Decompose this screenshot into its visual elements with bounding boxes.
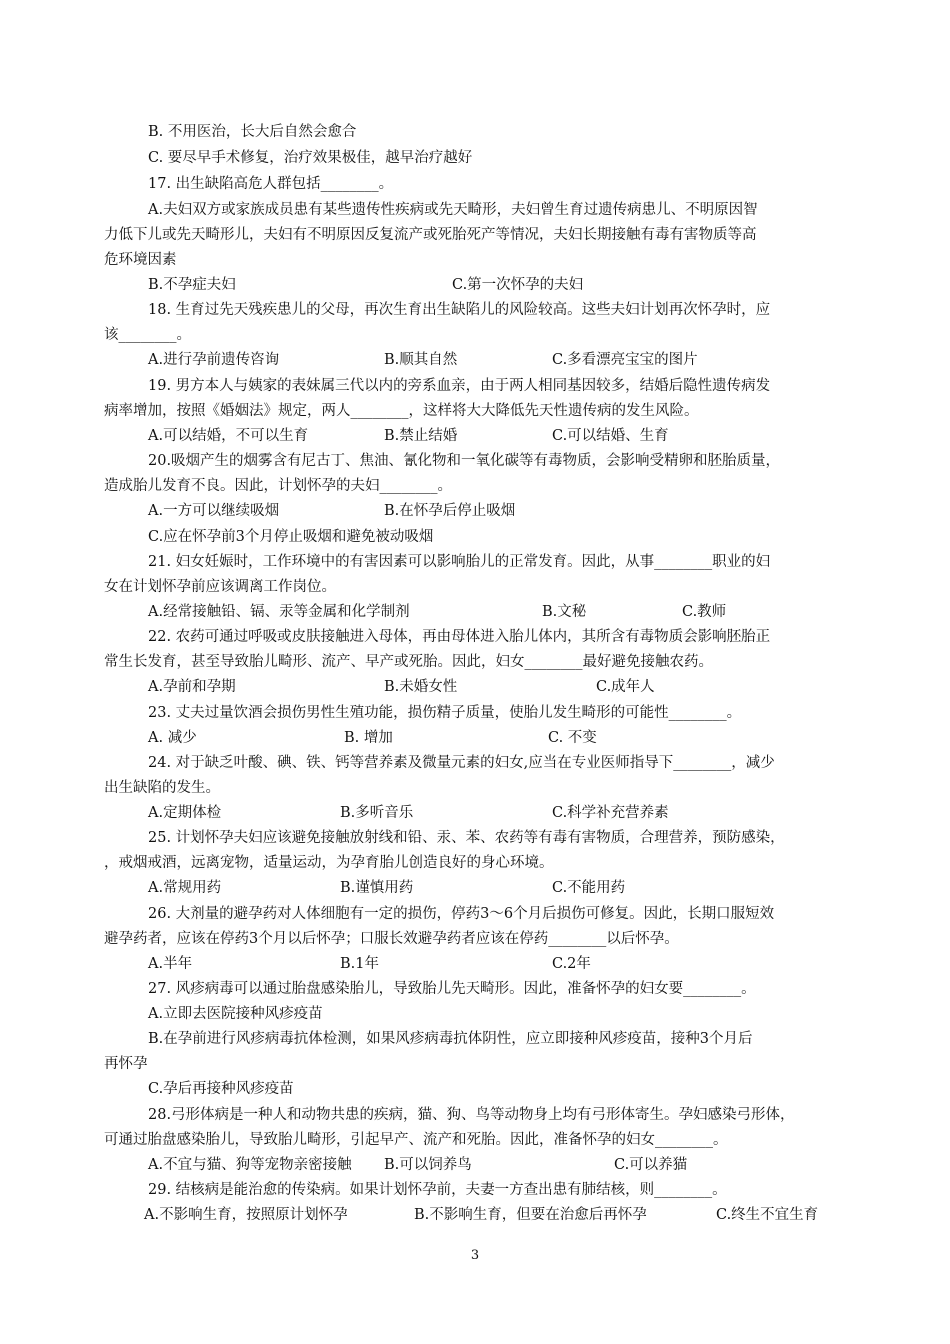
- question-23: 23. 丈夫过量饮酒会损伤男性生殖功能，损伤精子质量，使胎儿发生畸形的可能性________。: [148, 705, 742, 721]
- option: B.未婚女性: [384, 679, 458, 695]
- text-line: 造成胎儿发育不良。因此，计划怀孕的夫妇________。: [104, 478, 452, 494]
- question-28: 28.弓形体病是一种人和动物共患的疾病，猫、狗、鸟等动物身上均有弓形体寄生。孕妇感染弓形体，: [148, 1107, 795, 1123]
- option: A.一方可以继续吸烟: [148, 503, 280, 519]
- question-27: 27. 风疹病毒可以通过胎盘感染胎儿，导致胎儿先天畸形。因此，准备怀孕的妇女要________。: [148, 981, 756, 997]
- option: B.谨慎用药: [340, 880, 414, 896]
- option: B. 增加: [344, 730, 393, 746]
- option: C.终生不宜生育: [716, 1207, 819, 1223]
- question-26: 26. 大剂量的避孕药对人体细胞有一定的损伤，停药3～6个月后损伤可修复。因此，长期口服短效: [148, 906, 775, 922]
- text-line: 常生长发育，甚至导致胎儿畸形、流产、早产或死胎。因此，妇女________最好避免接触农药。: [104, 654, 713, 670]
- option: A.孕前和孕期: [148, 679, 236, 695]
- question-17: 17. 出生缺陷高危人群包括________。: [148, 176, 394, 192]
- question-20: 20.吸烟产生的烟雾含有尼古丁、焦油、氰化物和一氧化碳等有毒物质，会影响受精卵和胚胎质量，: [148, 453, 781, 469]
- text-line: ，戒烟戒酒，远离宠物，适量运动，为孕育胎儿创造良好的身心环境。: [104, 855, 554, 871]
- option: C.可以结婚、生育: [552, 428, 669, 444]
- option: B.不影响生育，但要在治愈后再怀孕: [414, 1207, 647, 1223]
- option: C.成年人: [596, 679, 655, 695]
- option: C. 不变: [548, 730, 597, 746]
- text-line: 出生缺陷的发生。: [104, 780, 220, 796]
- text-line: 危环境因素: [104, 252, 177, 268]
- text-line: 可通过胎盘感染胎儿，导致胎儿畸形，引起早产、流产和死胎。因此，准备怀孕的妇女________。: [104, 1132, 728, 1148]
- text-line: 该________。: [104, 327, 191, 343]
- question-19: 19. 男方本人与姨家的表妹属三代以内的旁系血亲，由于两人相同基因较多，结婚后隐性遗传病发: [148, 378, 771, 394]
- text-line: 力低下儿或先天畸形儿，夫妇有不明原因反复流产或死胎死产等情况，夫妇长期接触有毒有害物质等高: [104, 227, 757, 243]
- option: A.立即去医院接种风疹疫苗: [148, 1006, 323, 1022]
- option: B.1年: [340, 956, 379, 972]
- option: C.应在怀孕前3个月停止吸烟和避免被动吸烟: [148, 529, 434, 545]
- option: A.半年: [148, 956, 193, 972]
- option: C.2年: [552, 956, 591, 972]
- text-line: B. 不用医治，长大后自然会愈合: [148, 124, 357, 140]
- option: C.多看漂亮宝宝的图片: [552, 352, 698, 368]
- option: B.顺其自然: [384, 352, 458, 368]
- option: A.常规用药: [148, 880, 222, 896]
- option: C.第一次怀孕的夫妇: [452, 277, 584, 293]
- option: A.可以结婚，不可以生育: [148, 428, 309, 444]
- option: C.不能用药: [552, 880, 626, 896]
- option: B.禁止结婚: [384, 428, 458, 444]
- question-24: 24. 对于缺乏叶酸、碘、铁、钙等营养素及微量元素的妇女,应当在专业医师指导下________，减少: [148, 755, 775, 771]
- option: C.教师: [682, 604, 727, 620]
- question-21: 21. 妇女妊娠时，工作环境中的有害因素可以影响胎儿的正常发育。因此，从事________职业的妇: [148, 554, 771, 570]
- option: B.在孕前进行风疹病毒抗体检测，如果风疹病毒抗体阴性，应立即接种风疹疫苗，接种3个月后: [148, 1031, 753, 1047]
- option: B.文秘: [542, 604, 587, 620]
- option: B.多听音乐: [340, 805, 414, 821]
- question-25: 25. 计划怀孕夫妇应该避免接触放射线和铅、汞、苯、农药等有毒有害物质，合理营养，预防感染，: [148, 830, 785, 846]
- option: C.科学补充营养素: [552, 805, 669, 821]
- option: A.经常接触铅、镉、汞等金属和化学制剂: [148, 604, 410, 620]
- text-line: A.夫妇双方或家族成员患有某些遗传性疾病或先天畸形，夫妇曾生育过遗传病患儿、不明原因智: [148, 202, 758, 218]
- text-line: C. 要尽早手术修复，治疗效果极佳，越早治疗越好: [148, 150, 473, 166]
- option: C.可以养猫: [614, 1157, 688, 1173]
- option: B.在怀孕后停止吸烟: [384, 503, 516, 519]
- option: A.不影响生育，按照原计划怀孕: [144, 1207, 348, 1223]
- option: C.孕后再接种风疹疫苗: [148, 1081, 294, 1097]
- question-29: 29. 结核病是能治愈的传染病。如果计划怀孕前，夫妻一方查出患有肺结核，则________。: [148, 1182, 727, 1198]
- option: A.进行孕前遗传咨询: [148, 352, 280, 368]
- text-line: 女在计划怀孕前应该调离工作岗位。: [104, 579, 336, 595]
- text-line: 避孕药者，应该在停药3个月以后怀孕；口服长效避孕药者应该在停药________以后怀孕。: [104, 931, 679, 947]
- option: B.可以饲养鸟: [384, 1157, 472, 1173]
- page-number: 3: [470, 1248, 480, 1263]
- question-18: 18. 生育过先天残疾患儿的父母，再次生育出生缺陷儿的风险较高。这些夫妇计划再次怀孕时，应: [148, 302, 771, 318]
- text-line: 病率增加，按照《婚姻法》规定，两人________，这样将大大降低先天性遗传病的发生风险。: [104, 403, 699, 419]
- option: A.不宜与猫、狗等宠物亲密接触: [148, 1157, 352, 1173]
- question-22: 22. 农药可通过呼吸或皮肤接触进入母体，再由母体进入胎儿体内，其所含有毒物质会影响胚胎正: [148, 629, 771, 645]
- option: B.不孕症夫妇: [148, 277, 236, 293]
- option: A. 减少: [148, 730, 197, 746]
- text-line: 再怀孕: [104, 1056, 148, 1072]
- option: A.定期体检: [148, 805, 222, 821]
